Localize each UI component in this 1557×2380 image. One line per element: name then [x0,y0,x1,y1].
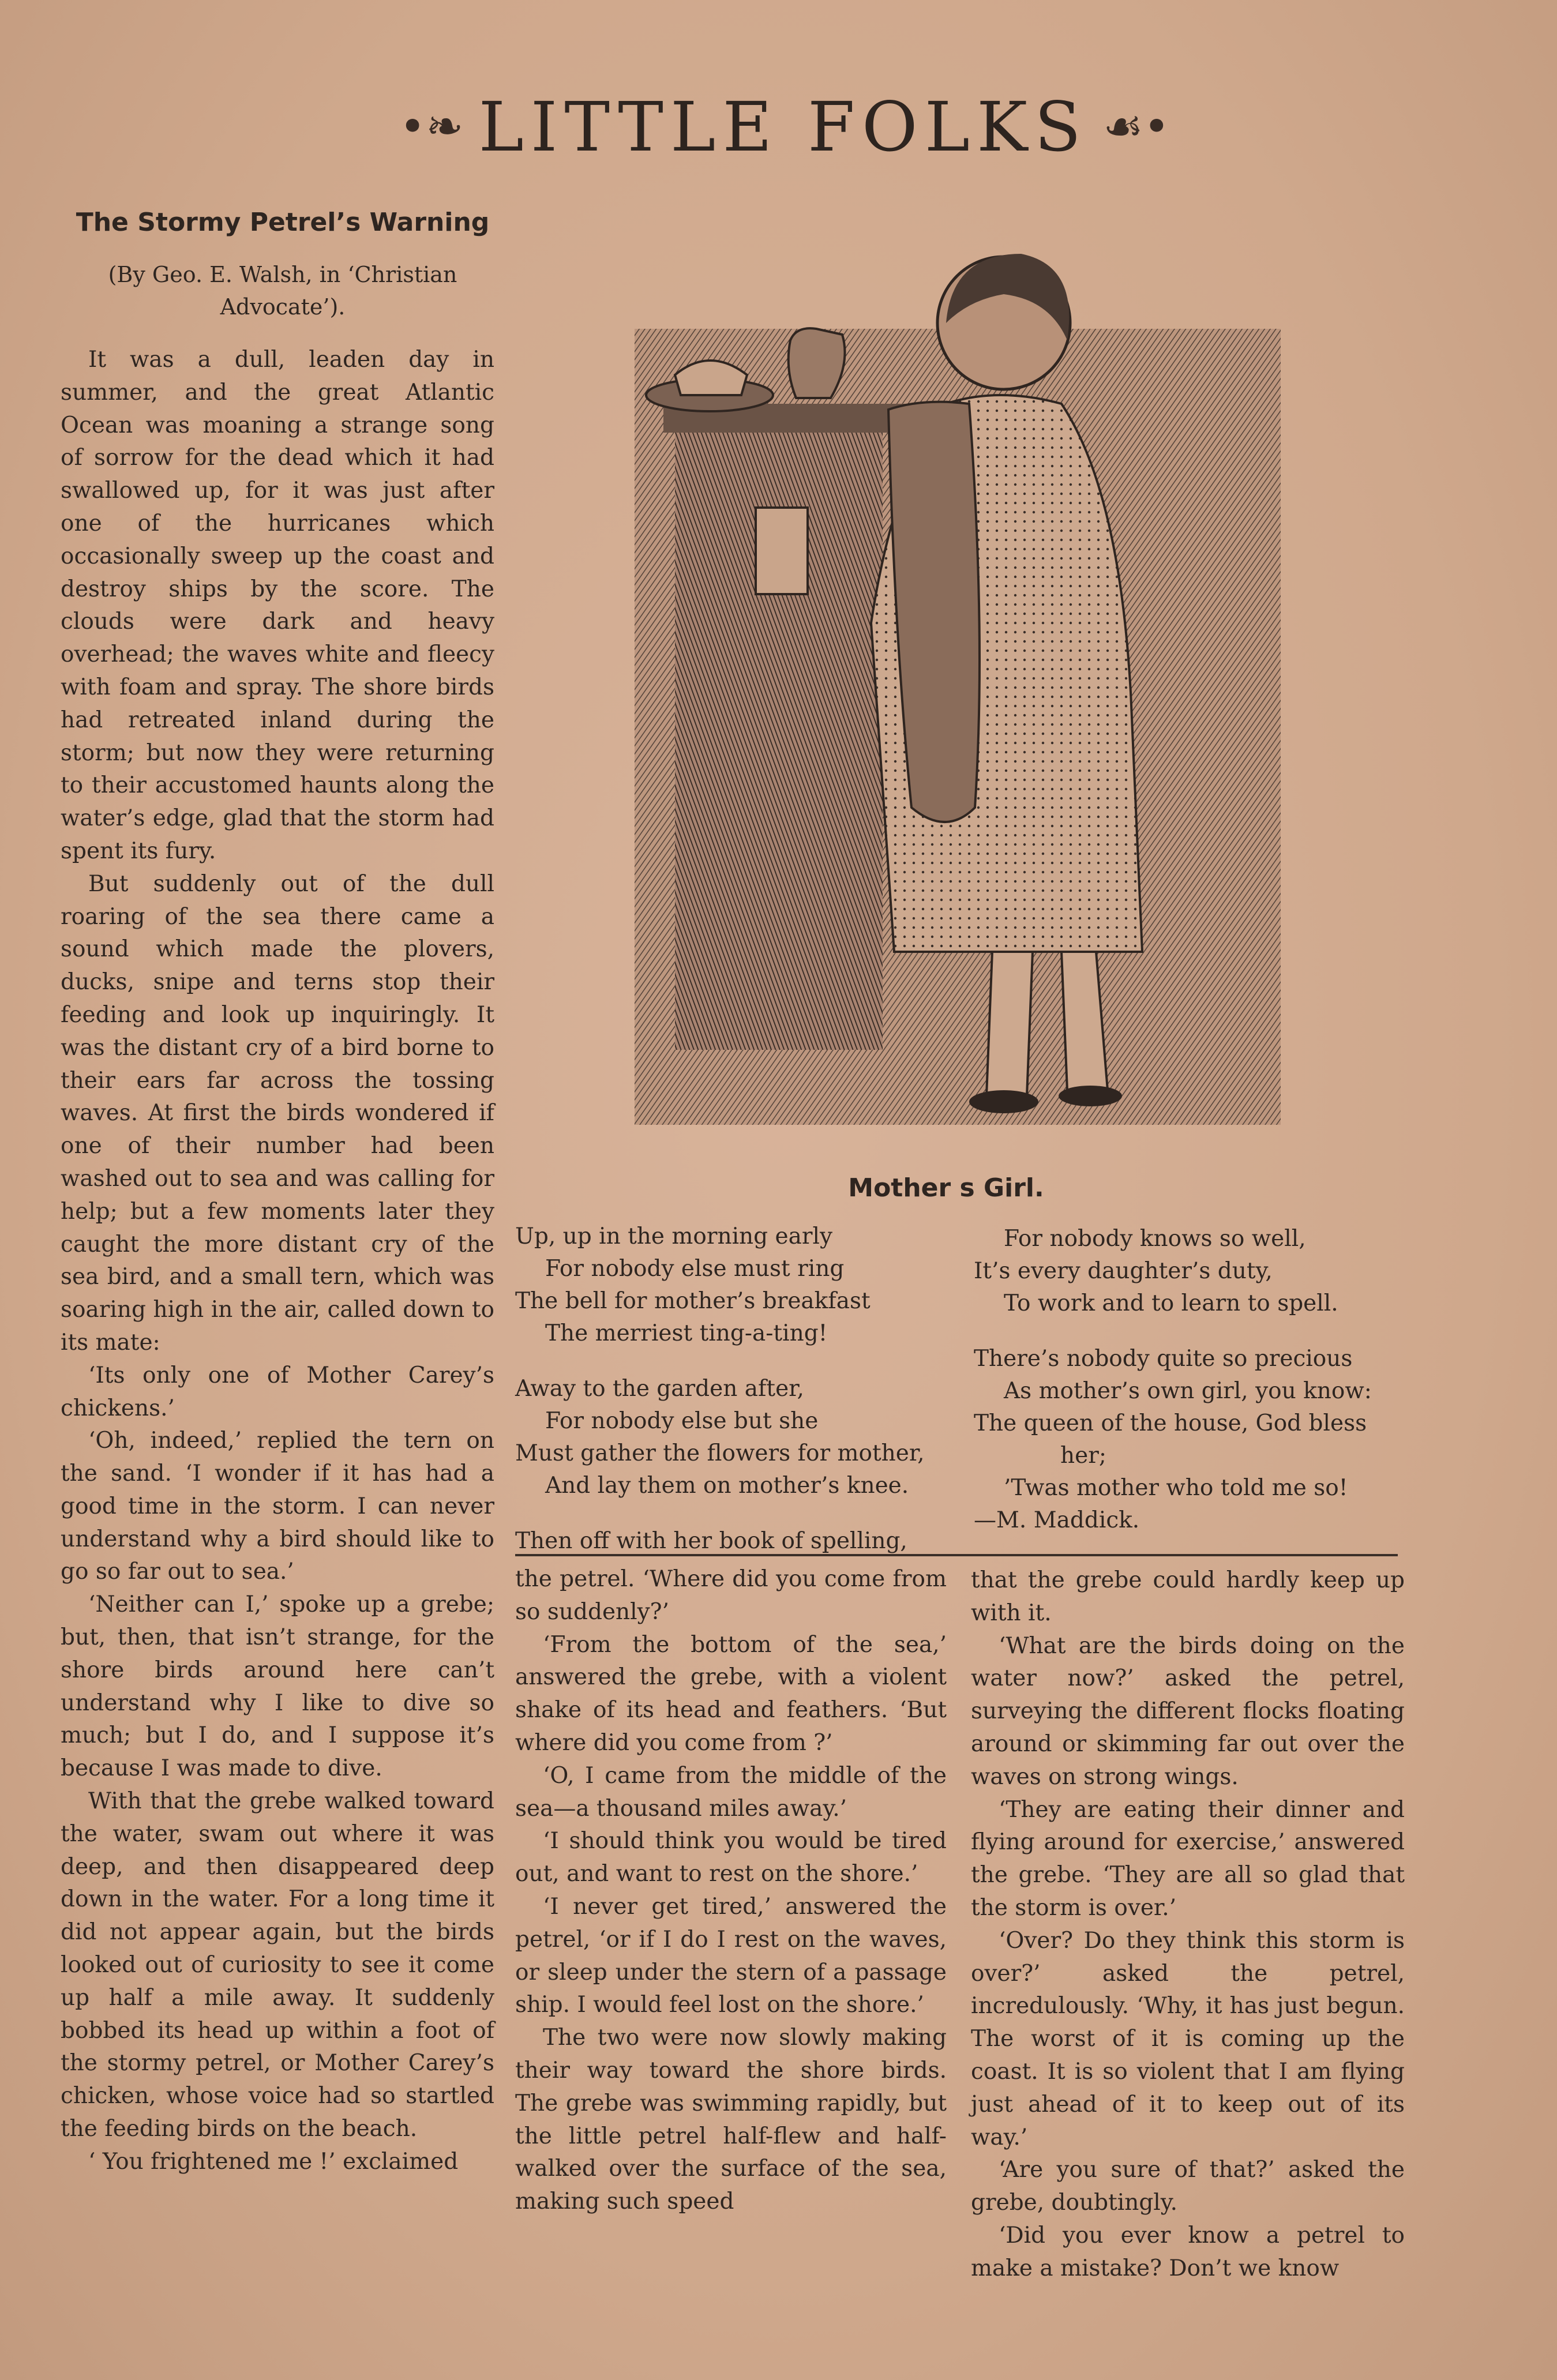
paragraph: ‘I should think you would be tired out, and want to rest on the shore.’ [515,1828,947,1887]
poem-line: It’s every daughter’s duty, [974,1258,1273,1284]
poem-line: ’Twas mother who told me so! [1004,1475,1348,1501]
poem-line: her; [1060,1443,1106,1469]
engraving [635,254,1281,1125]
article-column-2 [515,1563,947,2218]
poem-line: The queen of the house, God bless [974,1410,1367,1436]
girl-illustration [623,231,1292,1136]
paragraph: ‘Did you ever know a petrel to make a mistake? Don’t we know [971,2222,1405,2281]
ornament-left-icon: •❧ [399,101,464,153]
poem-title: Mother s Girl. [848,1173,1044,1203]
poem-line: The merriest ting-a-ting! [545,1320,828,1346]
poem-line: The bell for mother’s breakfast [515,1288,871,1314]
ornament-right-icon: ☙• [1102,101,1170,153]
stanza-gap [515,1350,954,1373]
poem-line: Must gather the flowers for mother, [515,1440,925,1466]
poem-line: Up, up in the morning early [515,1223,833,1249]
paragraph: ‘They are eating their dinner and flying around for exercise,’ answered the grebe. ‘They are all so glad that the storm is over.’ [971,1796,1405,1921]
poem-line: For nobody else but she [545,1408,819,1434]
article-byline: (By Geo. E. Walsh, in ‘Christian Advocate’). [108,262,457,320]
paragraph: ‘Oh, indeed,’ replied the tern on the sand. ‘I wonder if it has had a good time in the storm. I can never understand why a bird should like to go so far out to sea.’ [61,1428,494,1585]
paragraph: ‘What are the birds doing on the water now?’ asked the petrel, surveying the different flocks floating around or skimming far out over the waves on strong wings. [971,1632,1405,1790]
section-divider [515,1554,1398,1556]
paragraph: ‘I never get tired,’ answered the petrel, ‘or if I do I rest on the waves, or sleep under the stern of a passage ship. I would feel lost on the shore.’ [515,1893,947,2018]
article-column-1 [61,344,494,2179]
paragraph: ‘From the bottom of the sea,’ answered the grebe, with a violent shake of its head and feathers. ‘But where did you come from ?’ [515,1631,947,1756]
poem-line: And lay them on mother’s knee. [545,1473,909,1499]
masthead [323,87,1246,167]
paragraph: the petrel. ‘Where did you come from so suddenly?’ [515,1566,947,1625]
poem-line: To work and to learn to spell. [1004,1290,1338,1316]
article-headline: The Stormy Petrel’s Warning [76,208,490,237]
poem-line: There’s nobody quite so precious [974,1346,1353,1372]
stanza-gap [515,1502,954,1525]
poem-line: For nobody else must ring [545,1256,845,1282]
paragraph: ‘O, I came from the middle of the sea—a thousand miles away.’ [515,1762,947,1822]
poem-column-right [974,1223,1412,1537]
stanza-gap [974,1320,1412,1343]
poem-author: —M. Maddick. [974,1507,1140,1533]
paragraph: that the grebe could hardly keep up with it. [971,1567,1405,1626]
poem-column-left [515,1221,954,1557]
paragraph: The two were now slowly making their way toward the shore birds. The grebe was swimming rapidly, but the little petrel half-flew and half-walked over the surface of the sea, making such speed [515,2025,947,2215]
paragraph: ‘ You frightened me !’ exclaimed [88,2148,459,2175]
poem-line: Then off with her book of spelling, [515,1528,907,1554]
poem-line: For nobody knows so well, [1004,1226,1306,1252]
paragraph: With that the grebe walked toward the water, swam out where it was deep, and then disappeared deep down in the water. For a long time it did not appear again, but the birds looked out of curiosity to see it come up half a mile away. It suddenly bobbed its head up within a foot of the stormy petrel, or Mother Carey’s chicken, whose voice had so startled the feeding birds on the beach. [61,1788,494,2142]
paragraph: ‘Over? Do they think this storm is over?’ asked the petrel, incredulously. ‘Why, it has just begun. The worst of it is coming up the coast. It is so violent that I am flying just ahead of it to keep out of its way.’ [971,1927,1405,2150]
paragraph: But suddenly out of the dull roaring of the sea there came a sound which made the plovers, ducks, snipe and terns stop their feeding and look up inquiringly. It was the distant cry of a bird borne to their ears far across the tossing waves. At first the birds wondered if one of their number had been washed out to sea and was calling for help; but a few moments later they caught the more distant cry of the sea bird, and a small tern, which was soaring high in the air, called down to its mate: [61,870,494,1356]
paragraph: ‘Neither can I,’ spoke up a grebe; but, then, that isn’t strange, for the shore birds around here can’t understand why I like to dive so much; but I do, and I suppose it’s because I was made to dive. [61,1591,494,1782]
section-title: LITTLE FOLKS [478,87,1088,167]
paragraph: ‘Its only one of Mother Carey’s chickens.’ [61,1362,494,1421]
article-column-3 [971,1564,1405,2285]
poem-line: As mother’s own girl, you know: [1004,1378,1372,1404]
poem-line: Away to the garden after, [515,1376,804,1402]
paragraph: It was a dull, leaden day in summer, and the great Atlantic Ocean was moaning a strange song of sorrow for the dead which it had swallowed up, for it was just after one of the hurricanes which occasionally sweep up the coast and destroy ships by the score. The clouds were dark and heavy overhead; the waves white and fleecy with foam and spray. The shore birds had retreated inland during the storm; but now they were returning to their accustomed haunts along the water’s edge, glad that the storm had spent its fury. [61,347,494,864]
paragraph: ‘Are you sure of that?’ asked the grebe, doubtingly. [971,2157,1405,2216]
